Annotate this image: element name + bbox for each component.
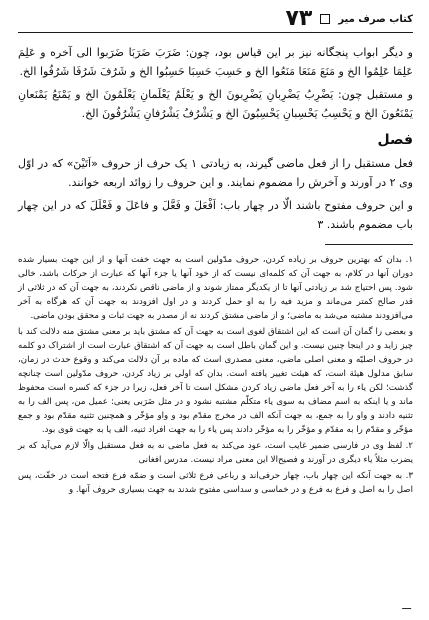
paragraph-4: و این حروف مفتوح باشند الّا در چهار باب: اَفْعَلَ و فَعَّلَ و فاعَلَ و فَعْلَلَ که در این چهار باب مضموم باشند. ۳ xyxy=(18,199,413,231)
paragraph-3: فعل مستقبل را از فعل ماضی گیرند، به زیادتی ۱ یک حرف از حروف «اَتَیْنَ» که در اوّل وی ۲ در آورند و آخرش را مضموم نمایند. و این حروف را زوائد اربعه خوانند. xyxy=(18,157,413,189)
footnote-divider xyxy=(325,244,413,245)
footnote-1-continuation: و بعضی را گمان آن است که این اشتقاق لغوی است به جهت آن که مشتق باید بر معنی مشتق منه دلالت کند با چیز زاید و در اینجا چنین نیست. و این گمان باطل است به جهت آن که اشتقاق عبارت است از اشتراک دو کلمه در حروف اصلیّه و معنی اصلی ماضی، معنی مصدری است که ماده بر آن دلالت می‌کند و وقوع حدث در زمان، سابق مدلول هیئة است، که هیئت تغییر یافته است. بدان که اولی بر زیاد کردن، حروف مدّولین است چنانچه گذشت؛ لکن یاء را به آخر فعل ماضی زیاد کردن مشکل است تا آخر فعل، زیرا در جزء که کسره است محفوظ ماند و یا اینکه به اسم مضاف به سوی یاء متکلّم مشتبه نشود و در مثل ضَرَبی یعنی: عمیل من، پس الف را به تثنیه دادند و واو را به جمع، به جهت آنکه الف در مخرج مقدّم بود و واو مؤخّر و همچنین تثنیه مقدّم بود و جمع مؤخّر و مقدّم را به مقدّم و مؤخّر را به مؤخّر دادند پس یاء را به جهت افراد ثنیه، الف یا به جهت قوی بود. xyxy=(18,327,413,435)
page-number: ۷۳ xyxy=(285,6,313,31)
paragraph-2: و مستقبل چون: یَضْرِبُ یَضْرِبانِ یَضْرِبونَ الخ و یَعْلَمُ یَعْلَمانِ یَعْلَمُونَ الخ و یَمْنَعُ یَمْنَعانِ یَمْنَعُونَ الخ و یَحْسِبُ یَحْسِبانِ یَحْسِبُونَ الخ و یَشْرُفُ یَشْرُفانِ یَشْرُفُونَ الخ. xyxy=(18,88,413,120)
footnote-2: ۲. لفظ وی در فارسی ضمیر غایب است، عود می‌کند به فعل ماضی نه به فعل مستقبل والّا لازم می‌آید که بر یضرب مثلاً یاء دیگری در آورند و فصیح‌الا این معنی مراد نیست. مدرس افغانی xyxy=(18,441,413,465)
main-text xyxy=(18,43,413,234)
document-page xyxy=(18,8,413,612)
page-bottom-mark: ـــ xyxy=(402,601,411,612)
page-header xyxy=(18,8,413,33)
paragraph-1: و دیگر ابواب پنجگانه نیز بر این قیاس بود، چون: ضَرَبَ ضَرَبَا ضَرَبوا الی آخره و عَلِمَ عَلِمَا عَلِمُوا الخ و مَنَعَ مَنَعَا مَنَعُوا الخ و حَسِبَ حَسِبَا حَسِبُوا الخ و شَرُفَ شَرُفَا شَرُفُوا الخ. xyxy=(18,46,413,78)
footnote-1: ۱. بدان که بهترین حروف بر زیاده کردن، حروف مدّولین است به جهت خفت آنها و از این جهت بسیار شده دوران آنها در کلام، به جهت آن که کلمه‌ای نیست که از خود آنها یا جزء آنها که عبارت از حرکات باشد، خالی شود. پس احتیاج شد بر زیادتی آنها تا از یکدیگر ممتاز شوند و از ماضی ناقص نکردند، به جهت آن که در ثلاثی از قدر صالح کمتر می‌ماند و مزید فیه را به او حمل کردند و در اول افزودند به جهت آن که هرگاه به آخر می‌افزودند مشتبه می‌شد به ماضی؛ و از ماضی مشتق کردند نه از مصدر به جهت ثبات و محقق بودن ماضی. xyxy=(18,255,413,321)
footnotes xyxy=(18,253,413,497)
book-title: کتاب صرف میر xyxy=(338,13,413,25)
footnote-3: ۳. به جهت آنکه این چهار باب، چهار حرفی‌اند و رباعی فرع ثلاثی است و ضمّه فرع فتحه است در خفّت، پس اصل را به اصل و فرع به فرع و در خماسی و سداسی مفتوح شدند به جهت بسیاری حروف آنها. و xyxy=(18,471,413,495)
section-title: فصل xyxy=(377,132,413,148)
header-square-icon xyxy=(320,14,330,24)
